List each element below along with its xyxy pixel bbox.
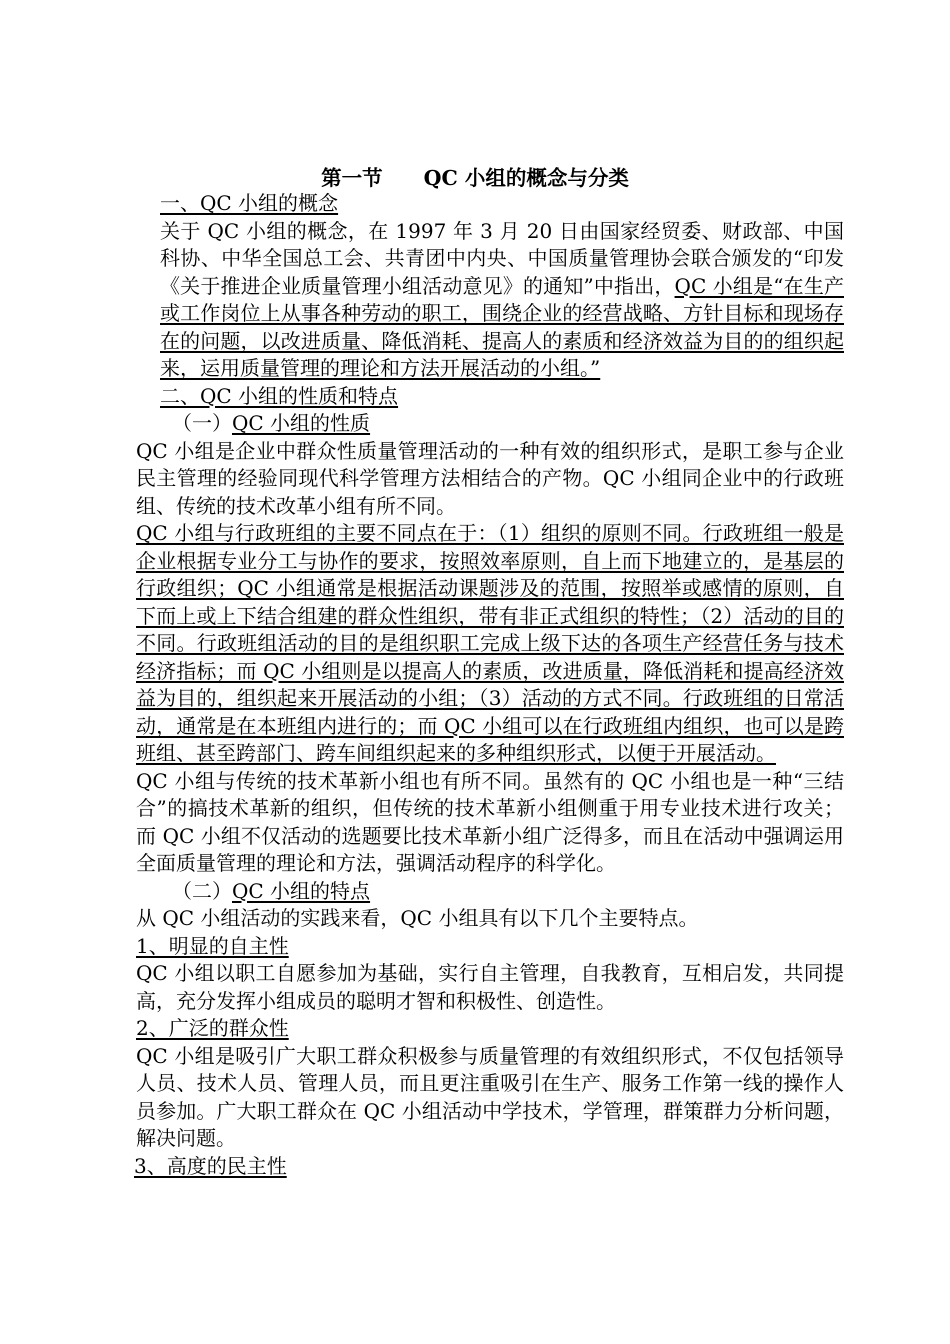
paragraph-qc-vs-admin-group [116, 520, 844, 768]
heading-qc-concept-text: 一、QC 小组的概念 [160, 191, 339, 215]
paragraph-traits-intro: 从 QC 小组活动的实践来看，QC 小组具有以下几个主要特点。 [136, 906, 699, 930]
subheading-qc-traits-prefix: （二） [172, 878, 232, 903]
paragraph-qc-definition-underlined: QC 小组是“在生产或工作岗位上从事各种劳动的职工，围绕企业的经营战略、方针目标和现场存在的问题，以改进质量、降低消耗、提高人的素质和经济效益为目的的组织起来，运用质量管理的理论和方法开展活动的小组。” [160, 273, 844, 380]
feature-1-heading [116, 933, 844, 961]
subheading-qc-nature-text: QC 小组的性质 [232, 411, 371, 435]
heading-qc-nature-traits-text: 二、QC 小组的性质和特点 [160, 383, 399, 408]
feature-2-heading-text: 2、广泛的群众性 [136, 1016, 289, 1040]
heading-qc-nature-traits [116, 383, 844, 411]
subheading-qc-traits [116, 878, 844, 906]
document-body [116, 190, 844, 1180]
subheading-qc-traits-text: QC 小组的特点 [232, 878, 371, 903]
paragraph-qc-definition-plain: 关于 QC 小组的概念，在 1997 年 3 月 20 日由国家经贸委、财政部、中国科协、中华全国总工会、共青团中内央、中国质量管理协会联合颁发的“印发《关于推进企业质量管理小组活动意见》的通知”中指出， [160, 218, 844, 298]
paragraph-qc-nature: QC 小组是企业中群众性质量管理活动的一种有效的组织形式，是职工参与企业民主管理的经验同现代科学管理方法相结合的产物。QC 小组同企业中的行政班组、传统的技术改革小组有所不同。 [136, 438, 844, 518]
section-title: 第一节 QC 小组的概念与分类 [321, 166, 629, 190]
paragraph-qc-vs-tech-group: QC 小组与传统的技术革新小组也有所不同。虽然有的 QC 小组也是一种“三结合”的搞技术革新的组织，但传统的技术革新小组侧重于用专业技术进行攻关；而 QC 小组不仅活动的选题要比技术革新小组广泛得多，而且在活动中强调运用全面质量管理的理论和方法，强调活动程序的科学化。 [136, 768, 844, 875]
feature-3-heading-text: 3、高度的民主性 [134, 1153, 287, 1178]
feature-2-heading [116, 1015, 844, 1043]
paragraph-qc-definition [116, 218, 844, 383]
subheading-qc-nature-prefix: （一） [172, 411, 232, 435]
heading-qc-concept [116, 190, 844, 218]
feature-1-heading-text: 1、明显的自主性 [136, 933, 289, 958]
feature-2-text: QC 小组是吸引广大职工群众积极参与质量管理的有效组织形式，不仅包括领导人员、技术人员、管理人员，而且更注重吸引在生产、服务工作第一线的操作人员参加。广大职工群众在 QC 小组活动中学技术，学管理，群策群力分析问题，解决问题。 [136, 1043, 844, 1150]
feature-3-heading [116, 1153, 844, 1181]
feature-1-text: QC 小组以职工自愿参加为基础，实行自主管理，自我教育，互相启发，共同提高，充分发挥小组成员的聪明才智和积极性、创造性。 [136, 961, 844, 1013]
paragraph-qc-vs-admin-group-text: QC 小组与行政班组的主要不同点在于：（1）组织的原则不同。行政班组一般是企业根据专业分工与协作的要求，按照效率原则，自上而下地建立的，是基层的行政组织；QC 小组通常是根据活动课题涉及的范围，按照举或感情的原则，自下而上或上下结合组建的群众性组织，带有非正式组织的特性；（2）活动的目的不同。行政班组活动的目的是组织职工完成上级下达的各项生产经营任务与技术经济指标；而 QC 小组则是以提高人的素质，改进质量，降低消耗和提高经济效益为目的，组织起来开展活动的小组；（3）活动的方式不同。行政班组的日常活动，通常是在本班组内进行的；而 QC 小组可以在行政班组内组织，也可以是跨班组、甚至跨部门、跨车间组织起来的多种组织形式，以便于开展活动。 [136, 521, 844, 765]
subheading-qc-nature [116, 410, 844, 438]
